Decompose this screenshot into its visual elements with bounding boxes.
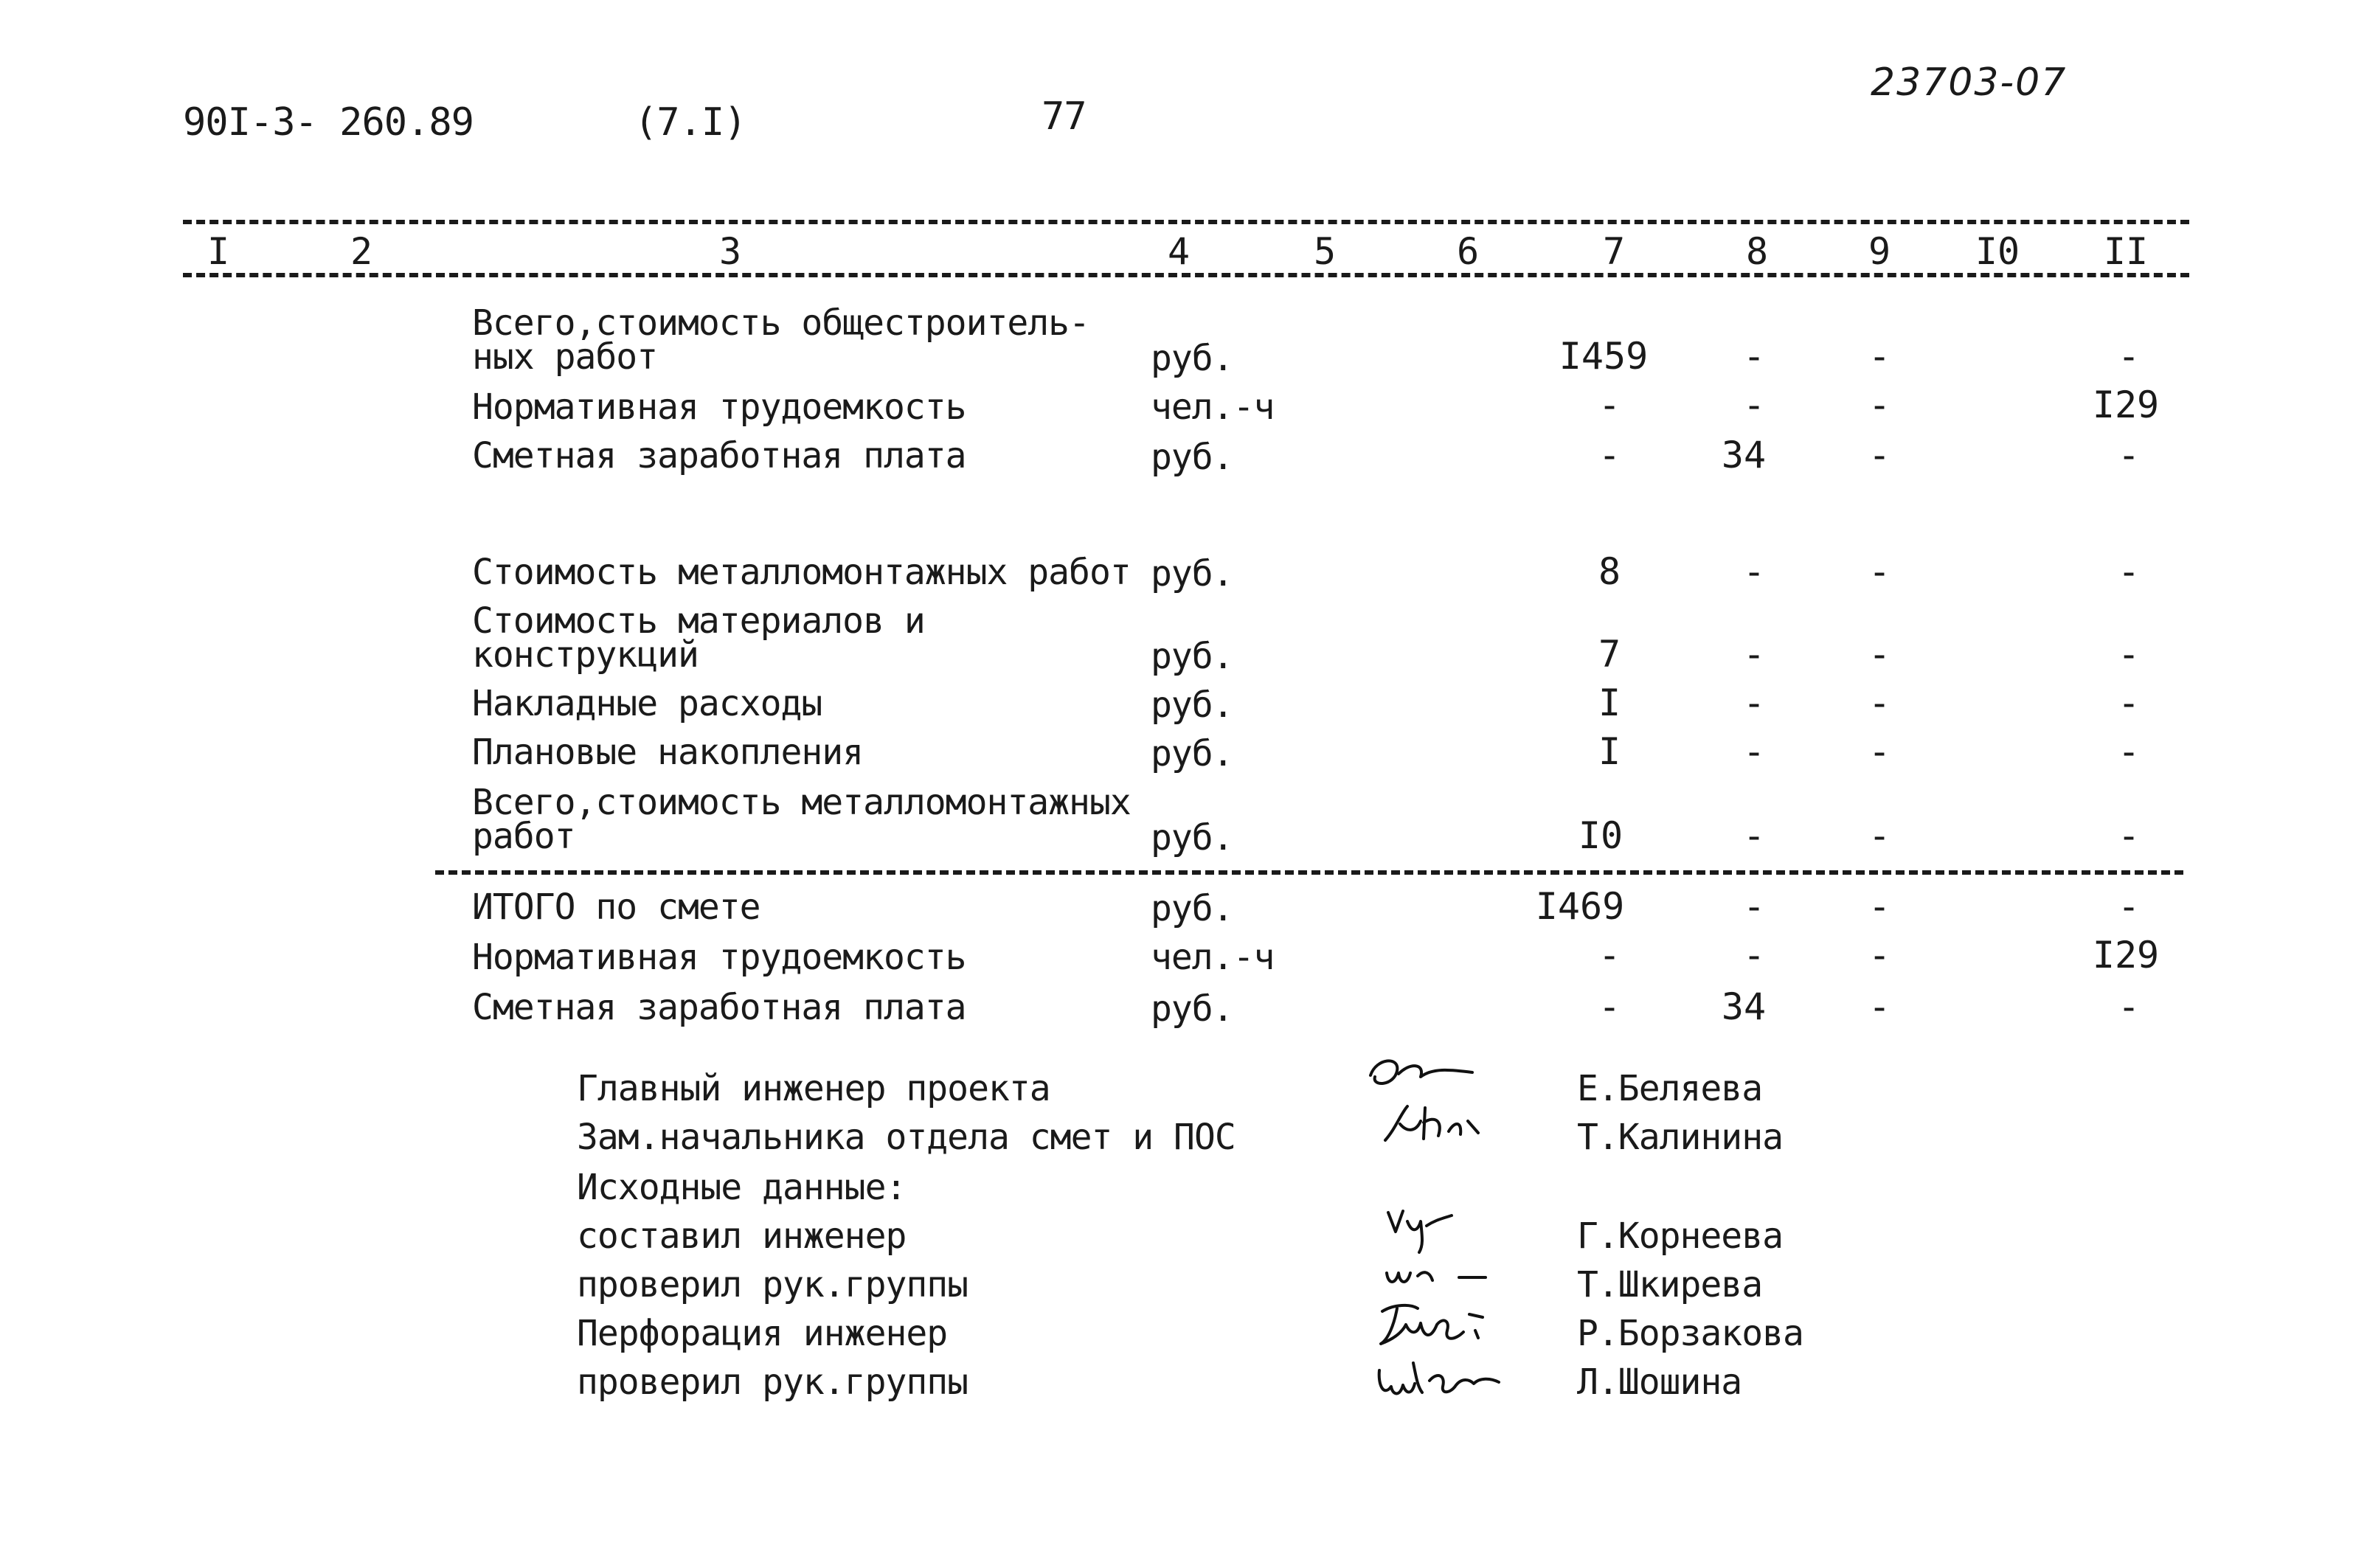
row-value-col7: I469 xyxy=(1535,885,1625,928)
row-value-col11: - xyxy=(2117,633,2141,676)
row-label: Нормативная трудоемкость xyxy=(472,386,966,428)
row-unit: руб. xyxy=(1151,733,1233,774)
column-header-8: 8 xyxy=(1745,230,1769,273)
handwritten-signature xyxy=(1372,1295,1497,1354)
row-value-col7: I459 xyxy=(1559,335,1649,378)
row-label: Нормативная трудоемкость xyxy=(472,937,966,978)
row-value-col11: - xyxy=(2117,885,2141,928)
row-value-col11: - xyxy=(2117,814,2141,857)
row-unit: руб. xyxy=(1151,553,1233,594)
row-value-col7: I xyxy=(1598,730,1621,773)
row-unit: руб. xyxy=(1151,437,1233,478)
row-value-col11: - xyxy=(2117,681,2141,724)
column-header-9: 9 xyxy=(1868,230,1891,273)
row-value-col8: - xyxy=(1742,885,1766,928)
handwritten-signature xyxy=(1378,1248,1503,1300)
row-value-col9: - xyxy=(1868,814,1891,857)
row-label: Всего,стоимость общестроитель- xyxy=(472,302,1089,344)
row-value-col8: - xyxy=(1742,335,1766,378)
row-value-col7: - xyxy=(1598,985,1621,1028)
row-unit: чел.-ч xyxy=(1151,386,1275,428)
page-number: 77 xyxy=(1042,94,1087,139)
row-unit: руб. xyxy=(1151,888,1233,929)
row-value-col7: 7 xyxy=(1598,633,1621,676)
row-label: Сметная заработная плата xyxy=(472,987,966,1028)
row-label: Сметная заработная плата xyxy=(472,435,966,476)
row-label: Стоимость материалов и xyxy=(472,600,925,642)
row-label: Накладные расходы xyxy=(472,683,822,724)
row-value-col8: 34 xyxy=(1721,434,1767,476)
column-header-10: I0 xyxy=(1975,230,2020,273)
row-unit: руб. xyxy=(1151,636,1233,677)
column-header-top-rule xyxy=(183,220,2189,224)
column-header-4: 4 xyxy=(1167,230,1191,273)
row-label: Плановые накопления xyxy=(472,732,864,773)
signatory-role: проверил рук.группы xyxy=(577,1264,968,1305)
section-number: (7.I) xyxy=(634,100,746,145)
row-label: Всего,стоимость металломонтажных xyxy=(472,782,1131,823)
row-value-col7: - xyxy=(1598,934,1621,976)
row-unit: руб. xyxy=(1151,988,1233,1030)
row-value-col9: - xyxy=(1868,633,1891,676)
signatory-name: Т.Калинина xyxy=(1577,1117,1783,1158)
row-unit: чел.-ч xyxy=(1151,937,1275,978)
column-header-bottom-rule xyxy=(183,273,2189,277)
row-label: Стоимость металломонтажных работ xyxy=(472,552,1131,593)
row-value-col8: - xyxy=(1742,384,1766,426)
row-value-col9: - xyxy=(1868,550,1891,593)
row-value-col11: I29 xyxy=(2092,384,2160,426)
row-value-col11: - xyxy=(2117,730,2141,773)
row-value-col9: - xyxy=(1868,934,1891,976)
document-code: 90I-3- 260.89 xyxy=(183,100,474,145)
row-value-col9: - xyxy=(1868,730,1891,773)
signatory-role: Исходные данные: xyxy=(577,1167,907,1208)
signatory-name: Р.Борзакова xyxy=(1577,1313,1803,1354)
row-value-col11: - xyxy=(2117,985,2141,1028)
column-header-3: 3 xyxy=(718,230,742,273)
row-unit: руб. xyxy=(1151,338,1233,379)
row-value-col11: - xyxy=(2117,550,2141,593)
handwritten-signature xyxy=(1362,1047,1480,1099)
row-value-col8: - xyxy=(1742,814,1766,857)
row-label: ИТОГО по смете xyxy=(472,887,760,928)
row-unit: руб. xyxy=(1151,817,1233,858)
row-value-col9: - xyxy=(1868,384,1891,426)
row-value-col9: - xyxy=(1868,681,1891,724)
signatory-role: Главный инженер проекта xyxy=(577,1068,1050,1109)
signatory-role: составил инженер xyxy=(577,1215,907,1257)
row-value-col7: I xyxy=(1598,681,1621,724)
row-value-col9: - xyxy=(1868,434,1891,476)
row-value-col11: I29 xyxy=(2092,934,2160,976)
signatory-name: Л.Шошина xyxy=(1577,1361,1742,1403)
row-value-col7: 8 xyxy=(1598,550,1621,593)
signatory-role: Перфорация инженер xyxy=(577,1313,948,1354)
row-value-col7: I0 xyxy=(1578,814,1623,857)
signatory-name: Т.Шкирева xyxy=(1577,1264,1763,1305)
row-value-col8: - xyxy=(1742,633,1766,676)
row-value-col9: - xyxy=(1868,885,1891,928)
row-label-continued: работ xyxy=(472,816,575,857)
signatory-name: Г.Корнеева xyxy=(1577,1215,1783,1257)
row-value-col7: - xyxy=(1598,434,1621,476)
row-value-col9: - xyxy=(1868,985,1891,1028)
row-value-col8: - xyxy=(1742,550,1766,593)
handwritten-signature xyxy=(1369,1348,1509,1407)
inventory-number: 23703-07 xyxy=(1871,60,2068,105)
row-value-col8: 34 xyxy=(1721,985,1767,1028)
handwritten-signature xyxy=(1378,1099,1489,1151)
column-header-6: 6 xyxy=(1456,230,1480,273)
row-value-col8: - xyxy=(1742,730,1766,773)
row-value-col11: - xyxy=(2117,335,2141,378)
signatory-name: Е.Беляева xyxy=(1577,1068,1763,1109)
column-header-7: 7 xyxy=(1602,230,1626,273)
column-header-2: 2 xyxy=(350,230,373,273)
row-label-continued: ных работ xyxy=(472,336,658,378)
column-header-11: II xyxy=(2103,230,2149,273)
column-header-1: I xyxy=(207,230,230,273)
signatory-role: Зам.начальника отдела смет и ПОС xyxy=(577,1117,1236,1158)
row-value-col8: - xyxy=(1742,934,1766,976)
row-value-col9: - xyxy=(1868,335,1891,378)
row-unit: руб. xyxy=(1151,684,1233,726)
totals-divider xyxy=(435,870,2183,875)
column-header-5: 5 xyxy=(1313,230,1337,273)
row-value-col11: - xyxy=(2117,434,2141,476)
signatory-role: проверил рук.группы xyxy=(577,1361,968,1403)
row-value-col8: - xyxy=(1742,681,1766,724)
row-label-continued: конструкций xyxy=(472,634,699,676)
row-value-col7: - xyxy=(1598,384,1621,426)
